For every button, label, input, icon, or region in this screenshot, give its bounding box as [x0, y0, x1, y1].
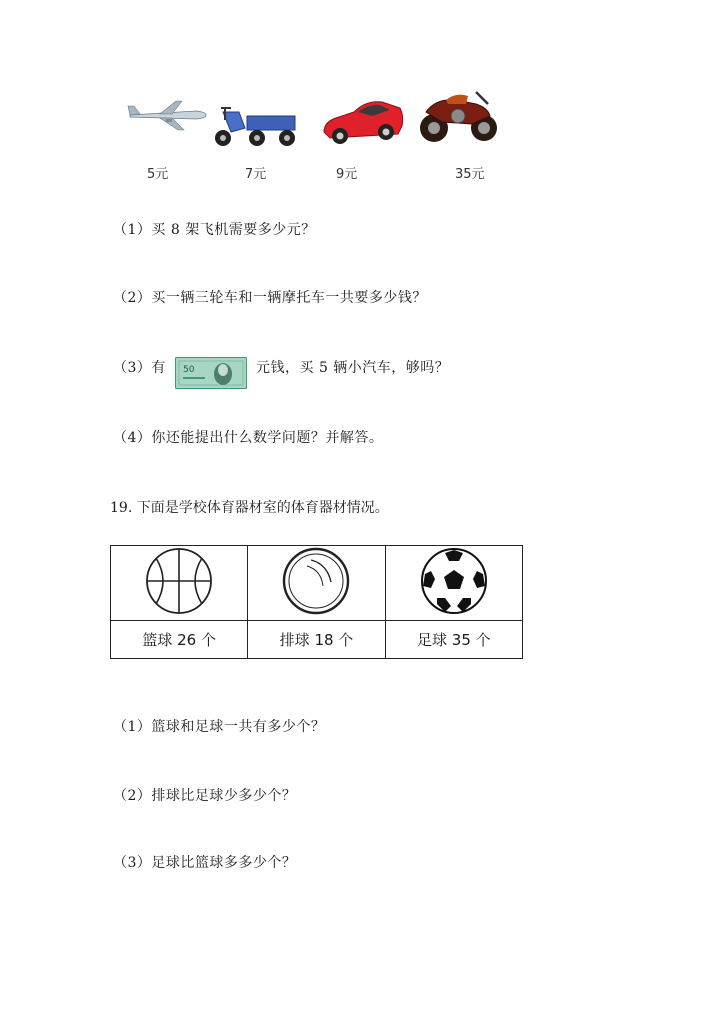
equipment-table	[110, 545, 523, 659]
car-icon	[320, 96, 406, 148]
problem-19-title: 19. 下面是学校体育器材室的体育器材情况。	[110, 500, 389, 516]
question-2: （2）买一辆三轮车和一辆摩托车一共要多少钱？	[113, 290, 427, 306]
basketball-icon	[144, 546, 214, 616]
banknote-value: 50	[183, 365, 195, 375]
volleyball-label: 排球 18 个	[248, 621, 385, 659]
problem-19-question-3: （3）足球比篮球多多少个？	[113, 855, 297, 871]
problem-19-question-2: （2）排球比足球少多少个？	[113, 788, 297, 804]
motorcycle-price: 35元	[455, 167, 485, 182]
tricycle-price: 7元	[245, 167, 267, 182]
motorcycle-icon	[416, 86, 500, 146]
tricycle-icon	[209, 102, 301, 148]
basketball-label: 篮球 26 个	[111, 621, 248, 659]
volleyball-cell	[248, 546, 385, 621]
football-icon	[419, 546, 489, 616]
banknote-image	[175, 357, 247, 389]
football-label: 足球 35 个	[385, 621, 522, 659]
airplane-price: 5元	[147, 167, 169, 182]
car-price: 9元	[336, 167, 358, 182]
question-1: （1）买 8 架飞机需要多少元？	[113, 222, 316, 238]
problem-19-question-1: （1）篮球和足球一共有多少个？	[113, 719, 326, 735]
football-cell	[385, 546, 522, 621]
question-4: （4）你还能提出什么数学问题？并解答。	[113, 430, 384, 446]
question-3-prefix: （3）有	[113, 360, 166, 376]
question-3-suffix: 元钱，买 5 辆小汽车，够吗？	[256, 360, 450, 376]
airplane-icon	[126, 98, 208, 132]
basketball-cell	[111, 546, 248, 621]
volleyball-icon	[281, 546, 351, 616]
